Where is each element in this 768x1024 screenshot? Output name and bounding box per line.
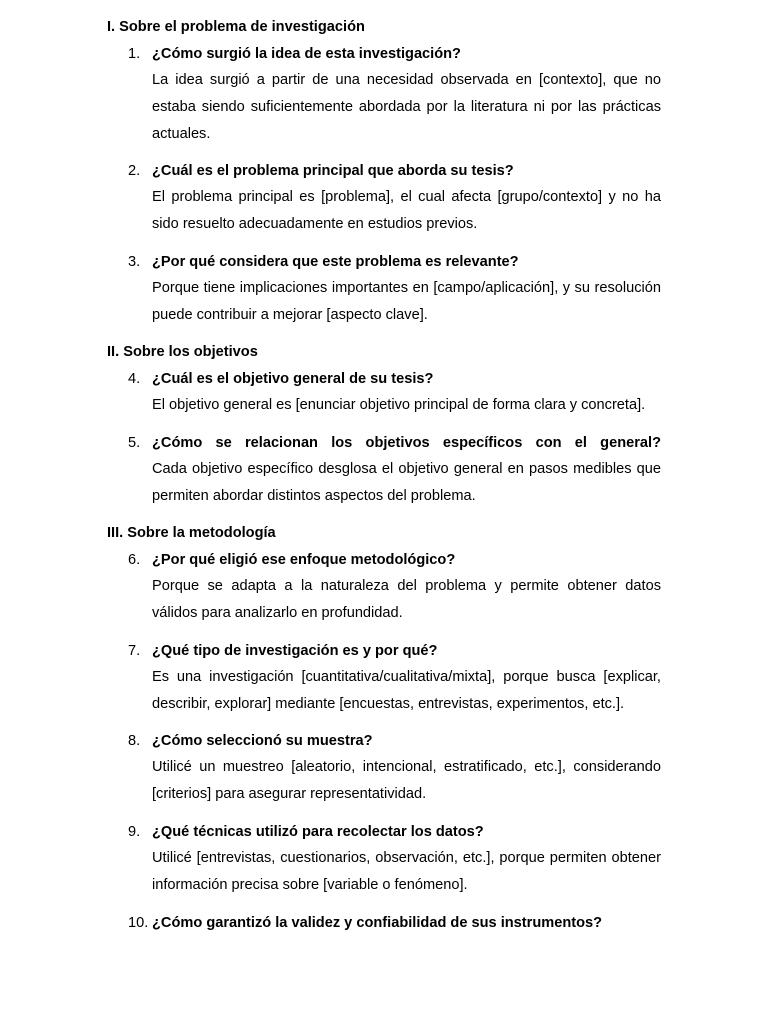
question-text: ¿Cómo seleccionó su muestra?	[152, 733, 373, 749]
section-heading: III. Sobre la metodología	[107, 525, 276, 541]
answer-text: Porque tiene implicaciones importantes en [campo/aplicación], y su resolución puede contribuir a mejorar [aspecto clave].	[152, 280, 661, 323]
question-text: ¿Por qué considera que este problema es relevante?	[152, 254, 519, 270]
question-number: 5.	[128, 435, 141, 451]
question-number: 7.	[128, 643, 141, 659]
question-number: 8.	[128, 733, 141, 749]
question-text: ¿Qué tipo de investigación es y por qué?	[152, 643, 438, 659]
question-text: ¿Cómo se relacionan los objetivos específicos con el general?	[152, 435, 661, 451]
question-text: ¿Por qué eligió ese enfoque metodológico?	[152, 552, 456, 568]
question-number: 6.	[128, 552, 141, 568]
question-number: 3.	[128, 254, 141, 270]
section-heading: II. Sobre los objetivos	[107, 344, 258, 360]
answer-text: Cada objetivo específico desglosa el objetivo general en pasos medibles que permiten abordar distintos aspectos del problema.	[152, 461, 661, 504]
question-number: 10.	[128, 915, 149, 931]
question-text: ¿Cómo surgió la idea de esta investigación?	[152, 46, 461, 62]
question-text: ¿Qué técnicas utilizó para recolectar los datos?	[152, 824, 484, 840]
question-number: 9.	[128, 824, 141, 840]
question-text: ¿Cuál es el problema principal que aborda su tesis?	[152, 163, 514, 179]
section-heading: I. Sobre el problema de investigación	[107, 19, 365, 35]
answer-text: Utilicé [entrevistas, cuestionarios, observación, etc.], porque permiten obtener información precisa sobre [variable o fenómeno].	[152, 850, 661, 893]
answer-text: Utilicé un muestreo [aleatorio, intencional, estratificado, etc.], considerando [criterios] para asegurar representatividad.	[152, 759, 661, 802]
answer-text: El problema principal es [problema], el cual afecta [grupo/contexto] y no ha sido resuelto adecuadamente en estudios previos.	[152, 189, 661, 232]
question-number: 2.	[128, 163, 141, 179]
answer-text: La idea surgió a partir de una necesidad observada en [contexto], que no estaba siendo suficientemente abordada por la literatura ni por las prácticas actuales.	[152, 72, 661, 142]
question-number: 4.	[128, 371, 141, 387]
question-text: ¿Cómo garantizó la validez y confiabilidad de sus instrumentos?	[152, 915, 603, 931]
question-text: ¿Cuál es el objetivo general de su tesis?	[152, 371, 434, 387]
answer-text: Porque se adapta a la naturaleza del problema y permite obtener datos válidos para analizarlo en profundidad.	[152, 578, 661, 621]
question-number: 1.	[128, 46, 141, 62]
answer-text: El objetivo general es [enunciar objetivo principal de forma clara y concreta].	[152, 397, 646, 413]
answer-text: Es una investigación [cuantitativa/cualitativa/mixta], porque busca [explicar, describir, explorar] mediante [encuestas, entrevistas, experimentos, etc.].	[152, 669, 661, 712]
